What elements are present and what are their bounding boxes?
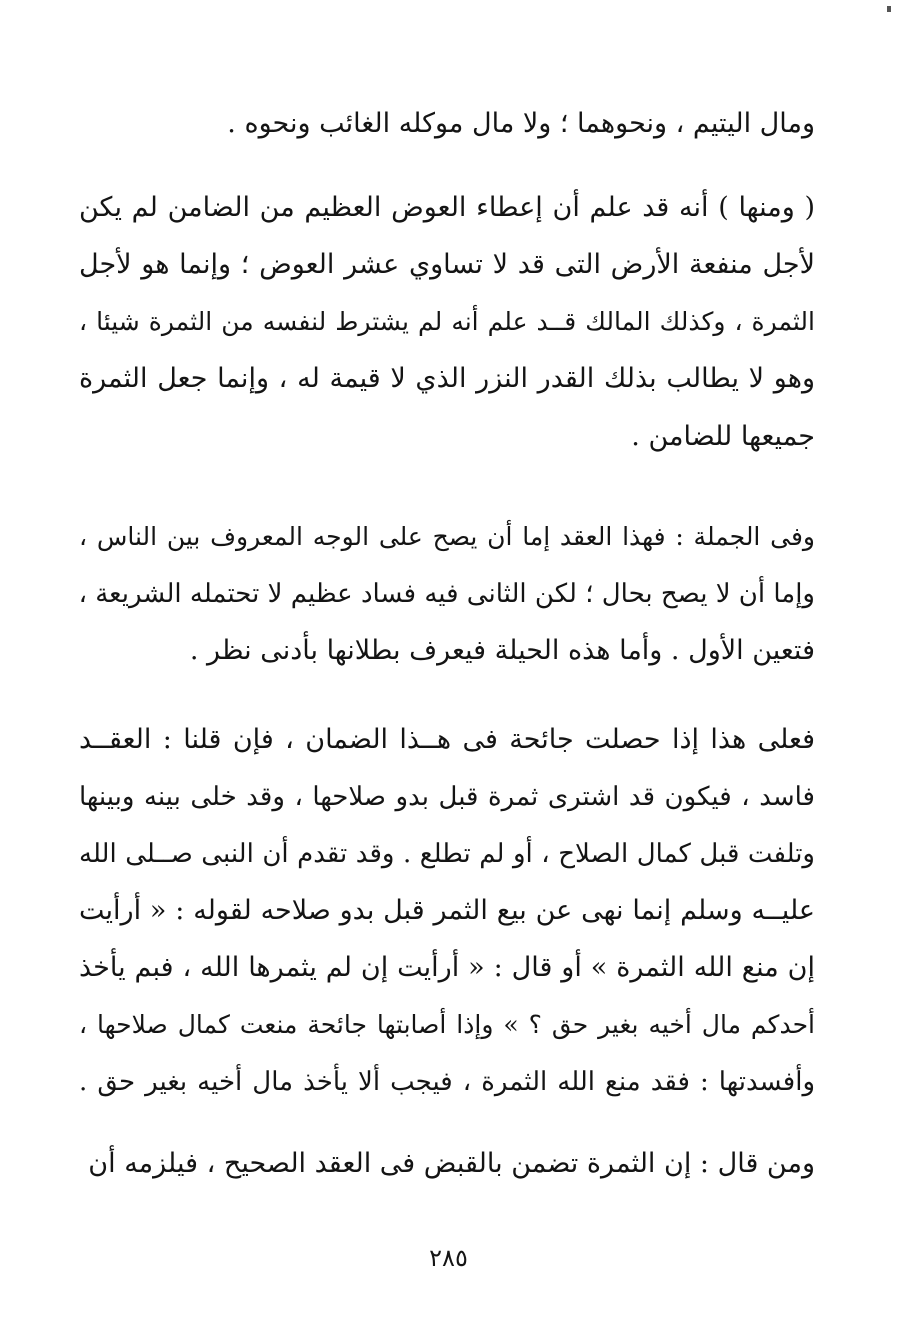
scan-mark bbox=[887, 6, 891, 12]
paragraph-2-line-3: الثمرة ، وكذلك المالك قــد علم أنه لم يشترط لنفسه من الثمرة شيئا ، bbox=[79, 307, 815, 336]
paragraph-4-line-1: فعلى هذا إذا حصلت جائحة فى هــذا الضمان ، فإن قلنا : العقــد bbox=[79, 724, 815, 755]
paragraph-2-line-1: ( ومنها ) أنه قد علم أن إعطاء العوض العظيم من الضامن لم يكن bbox=[79, 192, 815, 223]
paragraph-1-line-1: ومال اليتيم ، ونحوهما ؛ ولا مال موكله الغائب ونحوه . bbox=[227, 108, 815, 139]
paragraph-4-line-3: وتلفت قبل كمال الصلاح ، أو لم تطلع . وقد تقدم أن النبى صــلى الله bbox=[79, 839, 815, 869]
page-number: ٢٨٥ bbox=[429, 1244, 468, 1272]
paragraph-4-line-5: إن منع الله الثمرة » أو قال : « أرأيت إن لم يثمرها الله ، فبم يأخذ bbox=[79, 952, 815, 983]
paragraph-2-line-4: وهو لا يطالب بذلك القدر النزر الذي لا قيمة له ، وإنما جعل الثمرة bbox=[79, 363, 815, 394]
paragraph-2-line-5: جميعها للضامن . bbox=[631, 421, 815, 452]
paragraph-4-line-7: وأفسدتها : فقد منع الله الثمرة ، فيجب ألا يأخذ مال أخيه بغير حق . bbox=[79, 1067, 815, 1097]
paragraph-2-line-2: لأجل منفعة الأرض التى قد لا تساوي عشر العوض ؛ وإنما هو لأجل bbox=[79, 249, 815, 280]
paragraph-3-line-2: وإما أن لا يصح بحال ؛ لكن الثانى فيه فساد عظيم لا تحتمله الشريعة ، bbox=[79, 579, 815, 609]
paragraph-4-line-2: فاسد ، فيكون قد اشترى ثمرة قبل بدو صلاحها ، وقد خلى بينه وبينها bbox=[79, 782, 815, 812]
paragraph-3-line-1: وفى الجملة : فهذا العقد إما أن يصح على الوجه المعروف بين الناس ، bbox=[79, 522, 815, 551]
paragraph-3-line-3: فتعين الأول . وأما هذه الحيلة فيعرف بطلانها بأدنى نظر . bbox=[189, 635, 815, 666]
paragraph-4-line-4: عليــه وسلم إنما نهى عن بيع الثمر قبل بدو صلاحه لقوله : « أرأيت bbox=[79, 895, 815, 926]
paragraph-5-line-1: ومن قال : إن الثمرة تضمن بالقبض فى العقد الصحيح ، فيلزمه أن bbox=[88, 1148, 815, 1179]
paragraph-4-line-6: أحدكم مال أخيه بغير حق ؟ » وإذا أصابتها جائحة منعت كمال صلاحها ، bbox=[79, 1010, 815, 1039]
